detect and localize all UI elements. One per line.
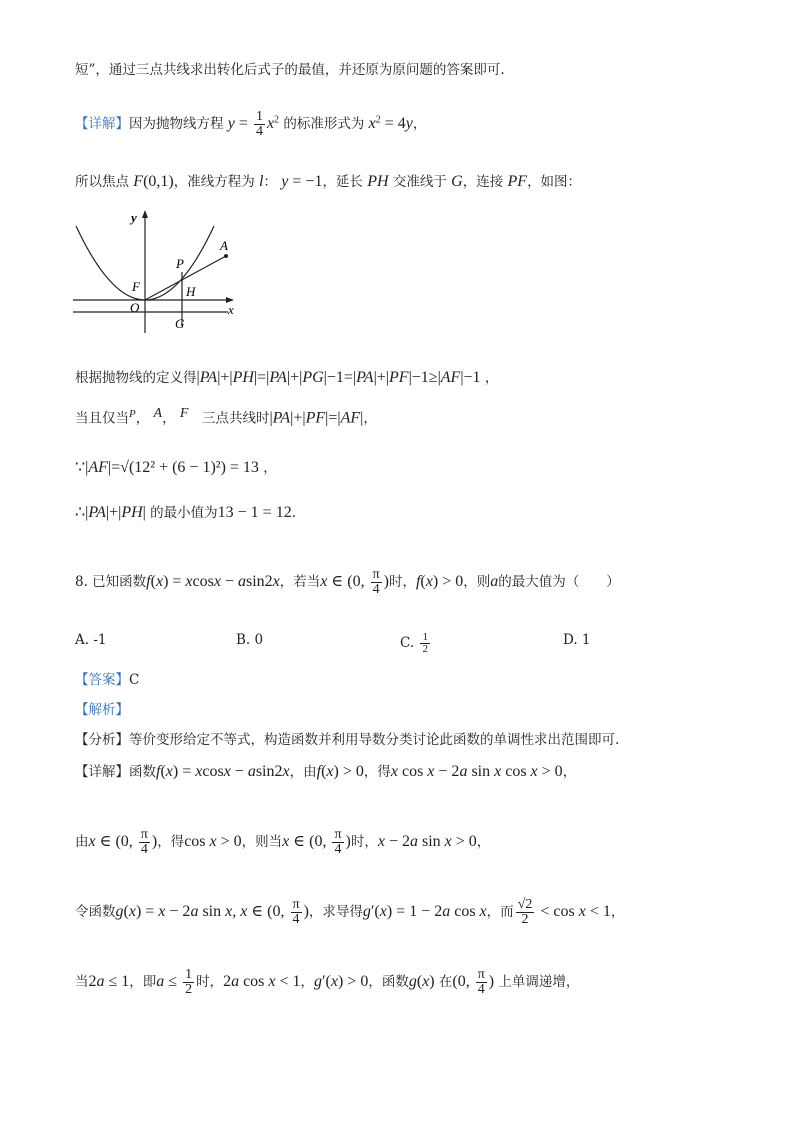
option-a: A. -1 — [75, 632, 107, 648]
text: ，由 — [289, 764, 317, 780]
text: ，则 — [463, 574, 491, 590]
text-line-7: ∴|PA|+|PH| 的最小值为13 − 1 = 12. — [75, 504, 296, 521]
option-b: B. 0 — [236, 632, 264, 648]
text: ，函数 — [368, 974, 409, 990]
text: 所以焦点 — [75, 174, 129, 190]
point-o: O — [130, 300, 140, 315]
analysis-tag: 【解析】 — [75, 702, 129, 718]
text: ，得 — [363, 764, 391, 780]
text: 当且仅当 — [75, 410, 129, 427]
point-f: F — [132, 279, 140, 294]
text: C. — [400, 635, 415, 651]
x-axis-label: x — [228, 302, 234, 317]
text: ，求导得 — [308, 904, 363, 920]
text: 时， — [350, 834, 378, 850]
question-8: 8. 已知函数f(x) = xcosx − asin2x，若当x ∈ (0, $\frac{\pi}{4}$ )时，f(x) > 0，则a的最大值为（ ） — [75, 567, 620, 597]
y-axis-label: y — [131, 210, 137, 225]
point-h: H — [186, 284, 196, 299]
text: ，若当 — [279, 574, 321, 590]
detail-line-3: 令函数g(x) = x − 2a sin x, x ∈ (0, $\frac{\pi}{4}$ )，求导得g′(x) = 1 − 2a cos x，而 $\frac{√2}{2}$ < cos x < 1， — [75, 897, 625, 927]
fenxi-line — [75, 730, 619, 750]
text: 交准线于 — [392, 174, 447, 190]
text: ，而 — [486, 904, 514, 920]
analysis-header — [75, 700, 129, 720]
text: 当 — [75, 974, 89, 990]
text: 8. 已知函数 — [75, 574, 147, 590]
point-p: P — [176, 256, 184, 271]
text-line-4: 根据抛物线的定义得|PA|+|PH|=|PA|+|PG|−1=|PA|+|PF|−1≥|AF|−1 ， — [75, 369, 499, 386]
text-line-6: ∵|AF|=√(12² + (6 − 1)²) = 13 ， — [75, 459, 277, 476]
text: 根据抛物线的定义得 — [75, 370, 197, 386]
text-line-5: 当且仅当$^P$， $^A$， $^F$ 三点共线时|PA|+|PF|=|AF|， — [75, 406, 377, 427]
text: ，延长 — [322, 174, 363, 190]
answer-line — [75, 670, 139, 690]
option-c: C. $\frac{1}{2}$ — [400, 631, 428, 655]
option-d: D. 1 — [563, 632, 591, 648]
parabola-figure — [68, 208, 243, 336]
fenxi-tag: 【分析】 — [75, 732, 129, 748]
text: 由 — [75, 834, 89, 850]
text: 因为抛物线方程 — [129, 116, 224, 132]
text: ，准线方程为 — [173, 174, 255, 190]
detail-line-1: 【详解】函数f(x) = xcosx − asin2x，由f(x) > 0，得x cos x − 2a sin x cos x > 0， — [75, 763, 577, 780]
text: ，如图： — [527, 174, 582, 190]
text: 令函数 — [75, 904, 116, 920]
text: ，则当 — [241, 834, 283, 850]
text: ，连接 — [462, 174, 504, 190]
text: 上单调递增， — [498, 974, 580, 990]
text-line-3: 所以焦点 F(0,1)，准线方程为 l： y = −1，延长 PH 交准线于 G，连接 PF，如图： — [75, 173, 582, 190]
text: ，得 — [157, 834, 185, 850]
text-line-1 — [75, 60, 505, 80]
text: 时， — [196, 974, 224, 990]
text: 函数 — [129, 764, 156, 780]
text-line-2: 【详解】因为抛物线方程 y = $\frac{1}{4}$ $x^2$ 的标准形式为 $x^2 = 4y$， — [75, 109, 427, 139]
text: 时， — [388, 574, 416, 590]
detail-tag: 【详解】 — [75, 764, 129, 780]
text: ： — [263, 174, 277, 190]
detail-line-4: 当2a ≤ 1，即a ≤ $\frac{1}{2}$ 时，2a cos x < 1，g′(x) > 0，函数g(x) 在(0, $\frac{\pi}{4}$ ) 上单调递增， — [75, 967, 580, 997]
answer-value: C — [129, 672, 140, 688]
text: 的标准形式为 — [283, 116, 365, 132]
text: 三点共线时 — [201, 410, 270, 427]
answer-tag: 【答案】 — [75, 672, 129, 688]
point-g: G — [175, 316, 185, 331]
text: 短”，通过三点共线求出转化后式子的最值，并还原为原问题的答案即可. — [75, 62, 505, 78]
point-a: A — [220, 238, 228, 253]
text: 在 — [438, 974, 453, 990]
text: ，即 — [129, 974, 157, 990]
text: 的最大值为（ ） — [498, 574, 620, 590]
detail-line-2: 由x ∈ (0, $\frac{\pi}{4}$ )，得cos x > 0，则当x ∈ (0, $\frac{\pi}{4}$ )时，x − 2a sin x > 0， — [75, 827, 491, 857]
text: 等价变形给定不等式，构造函数并利用导数分类讨论此函数的单调性求出范围即可. — [129, 732, 620, 748]
detail-tag: 【详解】 — [75, 116, 129, 132]
text: 的最小值为 — [150, 505, 218, 521]
